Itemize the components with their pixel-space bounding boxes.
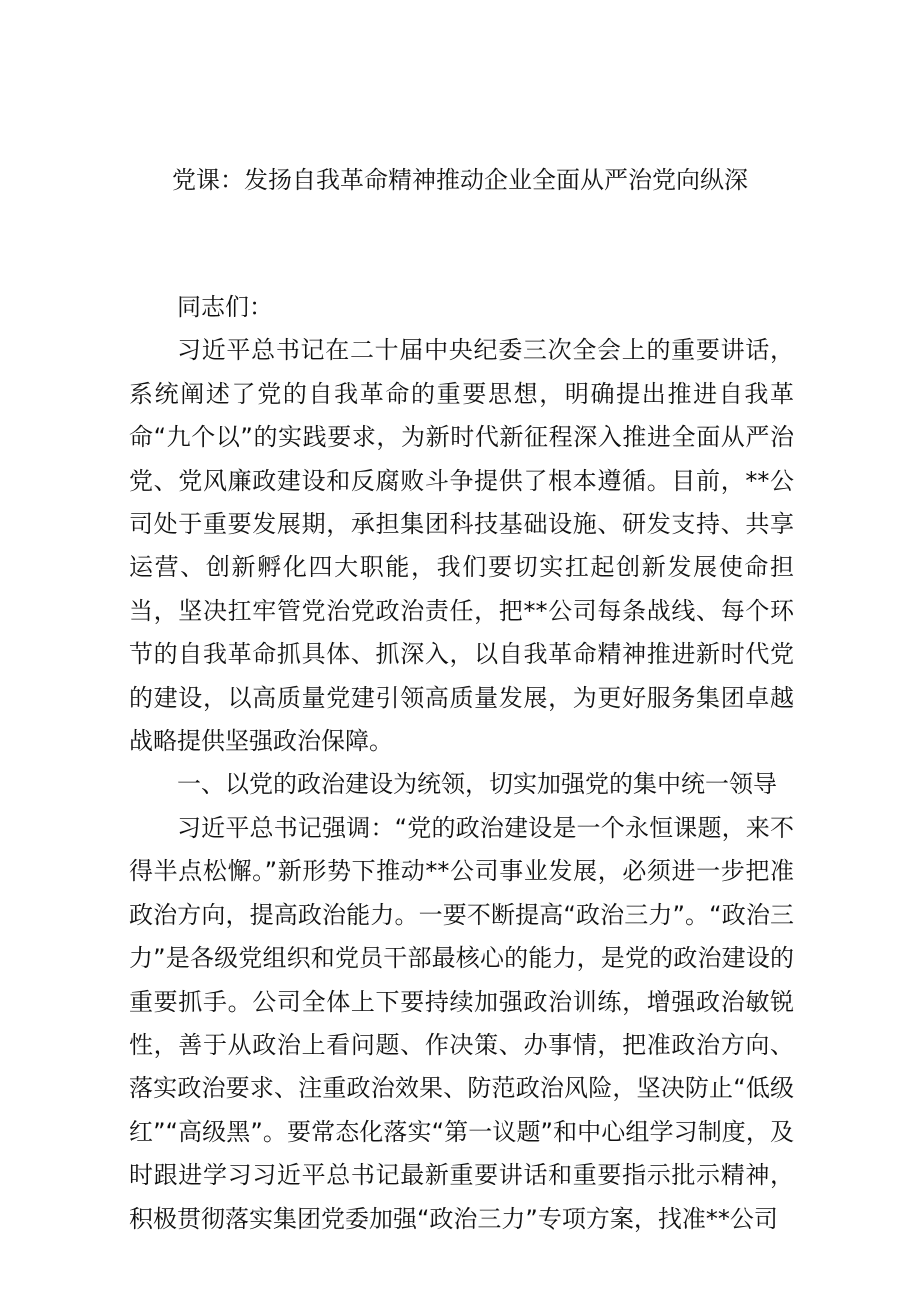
document-body [129,286,794,1241]
paragraph-section-1: 习近平总书记强调：“党的政治建设是一个永恒课题，来不得半点松懈。”新形势下推动**公司事业发展，必须进一步把准政治方向，提高政治能力。一要不断提高“政治三力”。“政治三力”是各级党组织和党员干部最核心的能力，是党的政治建设的重要抓手。公司全体上下要持续加强政治训练，增强政治敏锐性，善于从政治上看问题、作决策、办事情，把准政治方向、落实政治要求、注重政治效果、防范政治风险，坚决防止“低级红”“高级黑”。要常态化落实“第一议题”和中心组学习制度，及时跟进学习习近平总书记最新重要讲话和重要指示批示精神，积极贯彻落实集团党委加强“政治三力”专项方案，找准**公司 [129,813,794,1233]
salutation: 同志们： [177,293,273,321]
section-heading-1: 一、以党的政治建设为统领，切实加强党的集中统一领导 [177,770,777,799]
document-title: 党课：发扬自我革命精神推动企业全面从严治党向纵深 [172,166,748,194]
paragraph-intro: 习近平总书记在二十届中央纪委三次全会上的重要讲话，系统阐述了党的自我革命的重要思想，明确提出推进自我革命“九个以”的实践要求，为新时代新征程深入推进全面从严治党、党风廉政建设和反腐败斗争提供了根本遵循。目前，**公司处于重要发展期，承担集团科技基础设施、研发支持、共享运营、创新孵化四大职能，我们要切实扛起创新发展使命担当，坚决扛牢管党治党政治责任，把**公司每条战线、每个环节的自我革命抓具体、抓深入，以自我革命精神推进新时代党的建设，以高质量党建引领高质量发展，为更好服务集团卓越战略提供坚强政治保障。 [129,336,794,756]
